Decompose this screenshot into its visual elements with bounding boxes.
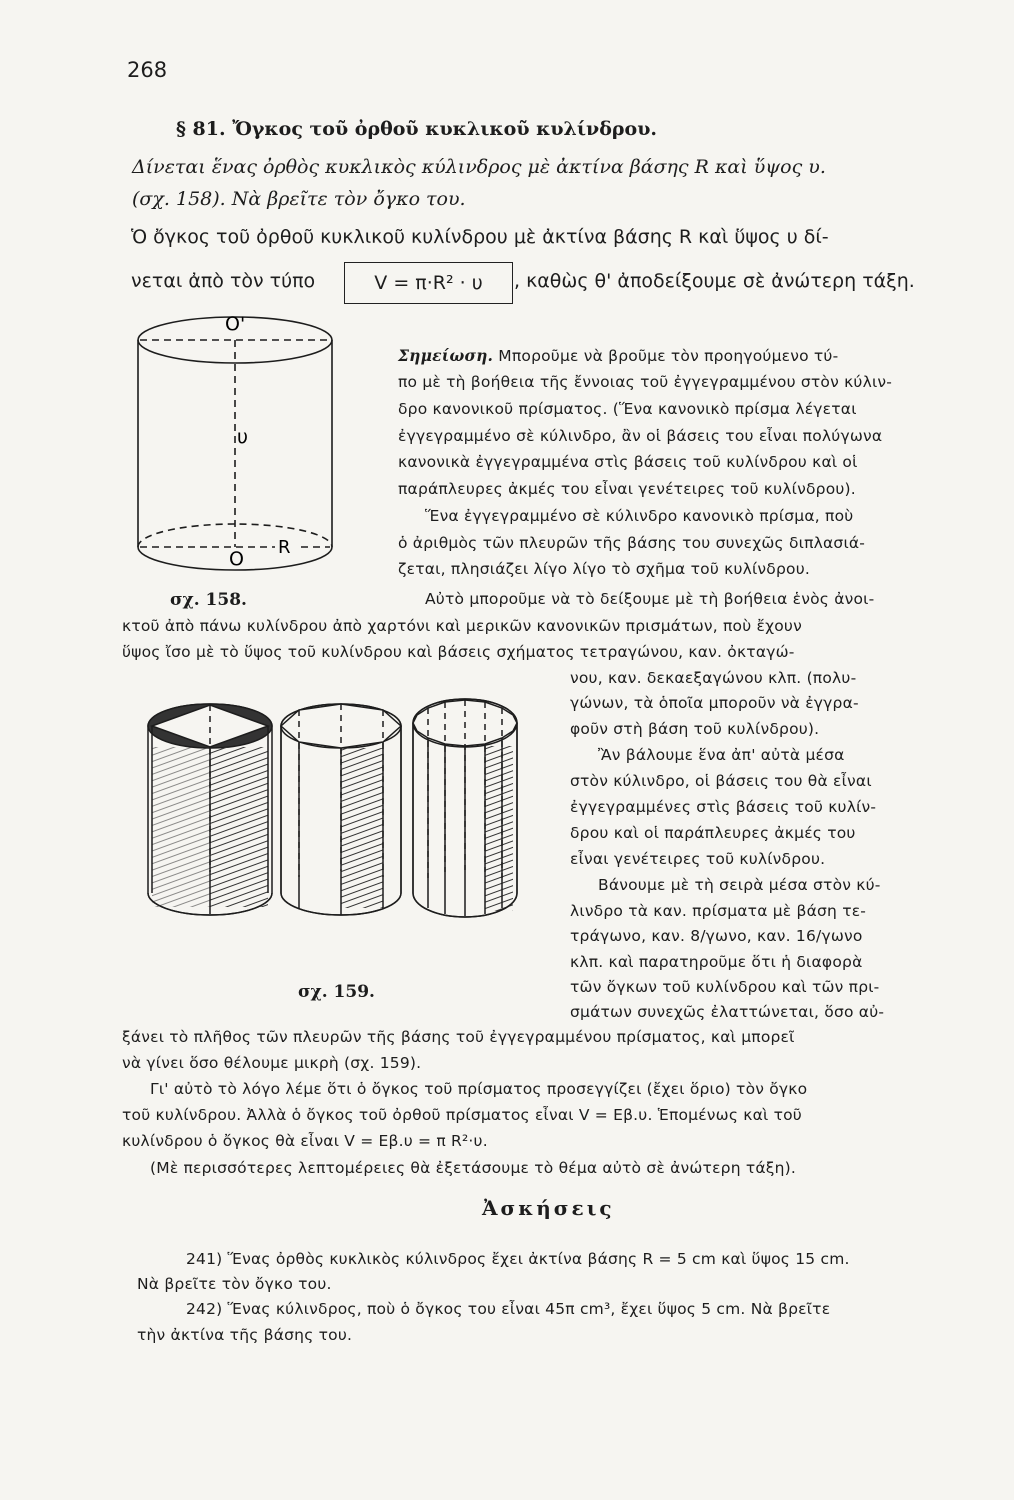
note-line: ἐγγεγραμμένες στὶς βάσεις τοῦ κυλίν- bbox=[570, 798, 877, 816]
note-line: κτοῦ ἀπὸ πάνω κυλίνδρου ἀπὸ χαρτόνι καὶ μερικῶν κανονικῶν πρισμάτων, ποὺ ἔχουν bbox=[122, 617, 802, 635]
note-line: νου, καν. δεκαεξαγώνου κλπ. (πολυ- bbox=[570, 669, 857, 687]
note-line: παράπλευρες ἀκμές του εἶναι γενέτειρες τοῦ κυλίνδρου). bbox=[398, 480, 856, 498]
exercise-242-line-2: τὴν ἀκτίνα τῆς βάσης του. bbox=[137, 1326, 353, 1344]
figure-159-prisms bbox=[135, 688, 535, 948]
note-line: κυλίνδρου ὁ ὄγκος θὰ εἶναι V = Εβ.υ = π R²·υ. bbox=[122, 1132, 488, 1150]
note-line: (Μὲ περισσότερες λεπτομέρειες θὰ ἐξετάσουμε τὸ θέμα αὐτὸ σὲ ἀνώτερη τάξη). bbox=[150, 1159, 797, 1177]
figure-158-cylinder bbox=[125, 300, 350, 590]
page-number: 268 bbox=[127, 58, 168, 82]
cylinder-square-prism bbox=[148, 704, 272, 915]
note-line: λινδρο τὰ καν. πρίσματα μὲ βάση τε- bbox=[570, 902, 867, 920]
note-line: δρο κανονικοῦ πρίσματος. (Ἕνα κανονικὸ πρίσμα λέγεται bbox=[398, 400, 857, 418]
note-line: Ἂν βάλουμε ἕνα ἀπ' αὐτὰ μέσα bbox=[598, 746, 845, 764]
note-line: Γι' αὐτὸ τὸ λόγο λέμε ὅτι ὁ ὄγκος τοῦ πρίσματος προσεγγίζει (ἔχει ὅριο) τὸν ὄγκο bbox=[150, 1080, 808, 1098]
exercise-241-line-2: Νὰ βρεῖτε τὸν ὄγκο του. bbox=[137, 1275, 332, 1293]
note-line: κανονικὰ ἐγγεγραμμένα στὶς βάσεις τοῦ κυλίνδρου καὶ οἱ bbox=[398, 453, 858, 471]
label-top-center: Ο' bbox=[225, 313, 246, 335]
intro-line-1: Ὁ ὄγκος τοῦ ὀρθοῦ κυκλικοῦ κυλίνδρου μὲ ἀκτίνα βάσης R καὶ ὕψος υ δί- bbox=[131, 226, 829, 248]
note-line: Αὐτὸ μποροῦμε νὰ τὸ δείξουμε μὲ τὴ βοήθεια ἑνὸς ἀνοι- bbox=[425, 590, 875, 608]
note-line: δρου καὶ οἱ παράπλευρες ἀκμές του bbox=[570, 824, 856, 842]
note-line: ζεται, πλησιάζει λίγο λίγο τὸ σχῆμα τοῦ κυλίνδρου. bbox=[398, 560, 810, 578]
cylinder-octagonal-prism bbox=[281, 704, 401, 915]
note-line: γώνων, τὰ ὁποῖα μποροῦν νὰ ἐγγρα- bbox=[570, 694, 859, 712]
intro-line-2-end: , καθὼς θ' ἀποδείξουμε σὲ ἀνώτερη τάξη. bbox=[514, 270, 915, 292]
figure-159-caption: σχ. 159. bbox=[298, 982, 375, 1002]
note-line: εἶναι γενέτειρες τοῦ κυλίνδρου. bbox=[570, 850, 826, 868]
note-line: τράγωνο, καν. 8/γωνο, καν. 16/γωνο bbox=[570, 927, 863, 945]
note-line: ξάνει τὸ πλῆθος τῶν πλευρῶν τῆς βάσης τοῦ ἐγγεγραμμένου πρίσματος, καὶ μπορεῖ bbox=[122, 1028, 795, 1046]
note-line: κλπ. καὶ παρατηροῦμε ὅτι ἡ διαφορὰ bbox=[570, 953, 863, 971]
section-title: § 81. Ὄγκος τοῦ ὀρθοῦ κυκλικοῦ κυλίνδρου. bbox=[176, 118, 658, 140]
exercises-heading: Ἀσκήσεις bbox=[482, 1196, 615, 1220]
figure-158-caption: σχ. 158. bbox=[170, 590, 247, 610]
volume-formula-box: V = π·R² · υ bbox=[344, 262, 513, 304]
note-line: τοῦ κυλίνδρου. Ἀλλὰ ὁ ὄγκος τοῦ ὀρθοῦ πρίσματος εἶναι V = Εβ.υ. Ἑπομένως καὶ τοῦ bbox=[122, 1106, 802, 1124]
note-line: νὰ γίνει ὅσο θέλουμε μικρὴ (σχ. 159). bbox=[122, 1054, 422, 1072]
note-line: ὁ ἀριθμὸς τῶν πλευρῶν τῆς βάσης του συνεχῶς διπλασιά- bbox=[398, 534, 866, 552]
problem-statement-line-2: (σχ. 158). Νὰ βρεῖτε τὸν ὄγκο του. bbox=[132, 188, 466, 210]
label-bottom-center: Ο bbox=[229, 548, 244, 570]
label-radius: R bbox=[278, 537, 291, 558]
note-line: πο μὲ τὴ βοήθεια τῆς ἔννοιας τοῦ ἐγγεγραμμένου στὸν κύλιν- bbox=[398, 373, 893, 391]
label-height: υ bbox=[237, 426, 248, 448]
exercise-241-line-1: 241) Ἕνας ὀρθὸς κυκλικὸς κύλινδρος ἔχει ἀκτίνα βάσης R = 5 cm καὶ ὕψος 15 cm. bbox=[186, 1250, 850, 1268]
intro-line-2-start: νεται ἀπὸ τὸν τύπο bbox=[131, 270, 316, 292]
exercise-242-line-1: 242) Ἕνας κύλινδρος, ποὺ ὁ ὄγκος του εἶναι 45π cm³, ἔχει ὕψος 5 cm. Νὰ βρεῖτε bbox=[186, 1300, 831, 1318]
note-line: στὸν κύλινδρο, οἱ βάσεις του θὰ εἶναι bbox=[570, 772, 872, 790]
note-line: Βάνουμε μὲ τὴ σειρὰ μέσα στὸν κύ- bbox=[598, 876, 881, 894]
note-line: φοῦν στὴ βάση τοῦ κυλίνδρου). bbox=[570, 720, 820, 738]
note-heading: Σημείωση. bbox=[398, 346, 494, 365]
note-line: σμάτων συνεχῶς ἐλαττώνεται, ὅσο αὐ- bbox=[570, 1003, 885, 1021]
note-line: ἐγγεγραμμένο σὲ κύλινδρο, ἂν οἱ βάσεις του εἶναι πολύγωνα bbox=[398, 427, 883, 445]
note-line: Μποροῦμε νὰ βροῦμε τὸν προηγούμενο τύ- bbox=[498, 347, 839, 365]
problem-statement-line-1: Δίνεται ἕνας ὀρθὸς κυκλικὸς κύλινδρος μὲ ἀκτίνα βάσης R καὶ ὕψος υ. bbox=[132, 156, 826, 178]
note-line: Ἕνα ἐγγεγραμμένο σὲ κύλινδρο κανονικὸ πρίσμα, ποὺ bbox=[425, 507, 854, 525]
cylinder-16-gonal-prism bbox=[413, 699, 517, 917]
note-line: ὕψος ἴσο μὲ τὸ ὕψος τοῦ κυλίνδρου καὶ βάσεις σχήματος τετραγώνου, καν. ὀκταγώ- bbox=[122, 643, 795, 661]
note-line: τῶν ὄγκων τοῦ κυλίνδρου καὶ τῶν πρι- bbox=[570, 978, 880, 996]
